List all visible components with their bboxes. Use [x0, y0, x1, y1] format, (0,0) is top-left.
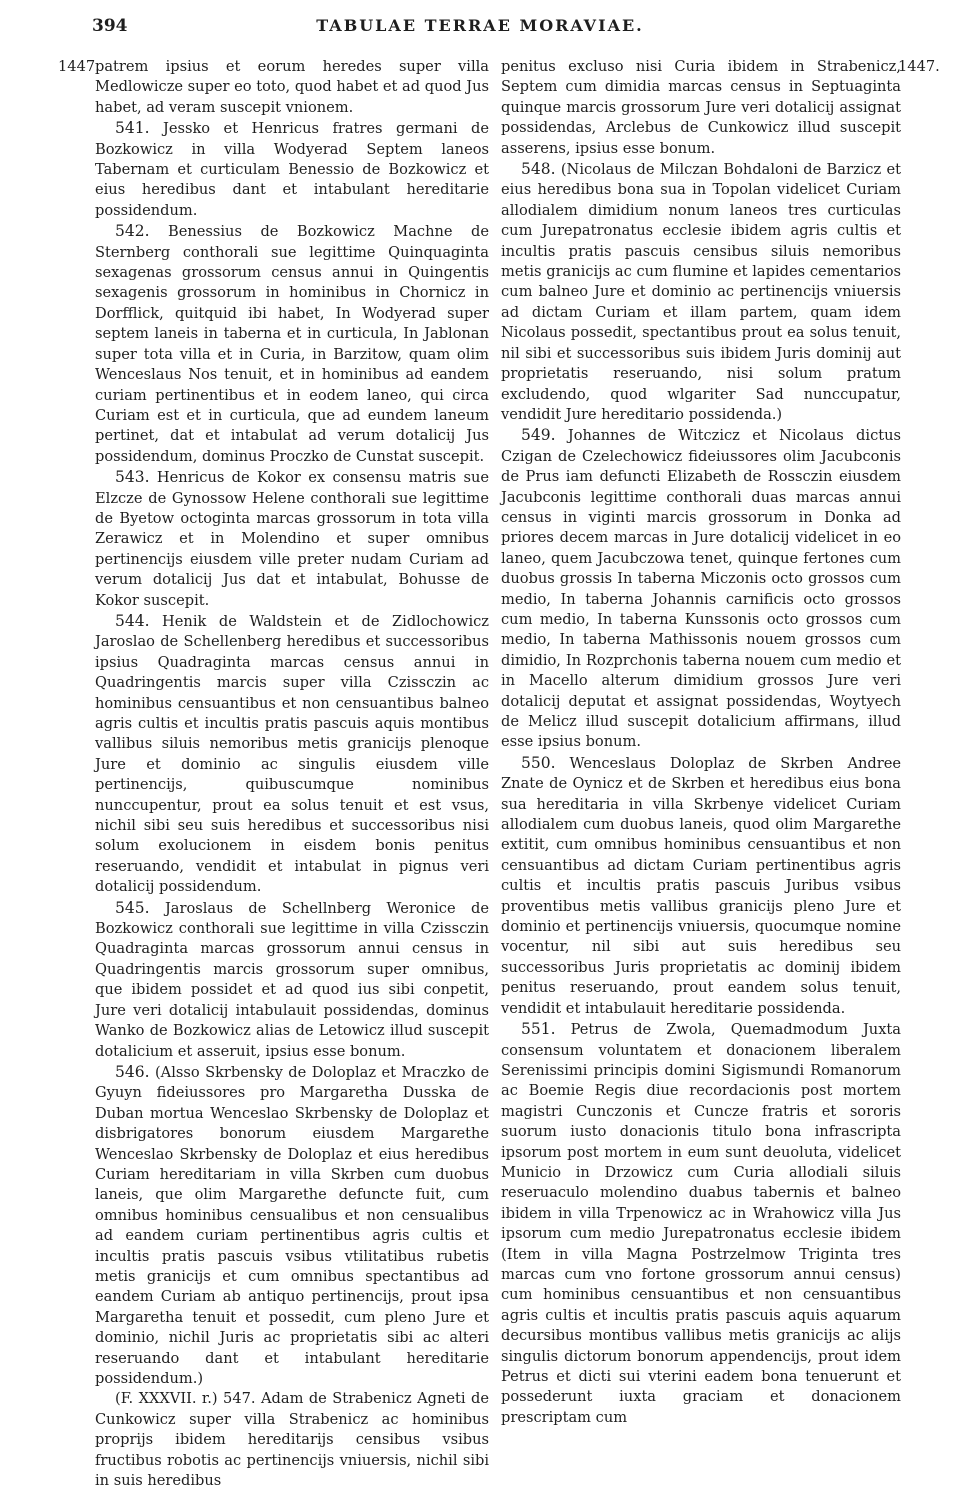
entry-paragraph [501, 753, 901, 1019]
entry-number: 542. [115, 222, 150, 241]
entry-text: (Nicolaus de Milczan Bohdaloni de Barzicz et eius heredibus bona sua in Topolan videlicet Curiam allodialem dimidium nonum laneos tres curticulas cum Jurepatronatus ecclesie ibidem agris cultis et incultis pratis pascuis censibus siluis nemoribus metis granicijs ac cum flumine et lapides cementarios cum balneo Jure et dominio ac pertinencijs vniuersis ad dictam Curiam et illam partem, quam idem Nicolaus possedit, spectantibus prout ea solus tenuit, nil sibi et successoribus suis ibidem Juris dominij aut proprietatis reseruando, nisi solum pratum excludendo, quod wlgariter Sad nunccupatur, vendidit Jure hereditario possidenda.) [501, 161, 901, 423]
entry-paragraph [95, 1062, 489, 1390]
entry-text: penitus excluso nisi Curia ibidem in Strabenicz, Septem cum dimidia marcas census in Septuaginta quinque marcis grossorum Jure veri dotalicij assignat possidendas, Arclebus de Cunkowicz illud suscepit asserens, ipsius esse bonum. [501, 58, 901, 157]
entry-text: (Alsso Skrbensky de Doloplaz et Mraczko de Gyuyn fideiussores pro Margaretha Dusska de Duban mortua Wenceslao Skrbensky de Doloplaz et disbrigatores bonorum eiusdem Margarethe Wenceslao Skrbensky de Doloplaz et eius heredibus Curiam hereditariam in villa Skrben cum duobus laneis, que olim Margarethe defuncte fuit, cum omnibus hominibus censualibus et non censualibus ad eandem curiam pertinentibus agris cultis et incultis pratis pascuis vsibus vtilitatibus rubetis metis granicijs et cum omnibus spectantibus ad eandem Curiam ab antiquo pertinencijs, prout ipsa Margaretha tenuit et possedit, cum pleno Jure et dominio, nichil Juris ac proprietatis sibi ac alteri reseruando dant et intabulant hereditarie possidendum.) [95, 1063, 489, 1387]
entry-text: Henricus de Kokor ex consensu matris sue Elzcze de Gynossow Helene conthorali sue legittime de Byetow octoginta marcas grossorum in tota villa Zerawicz et in Molendino et super omnibus pertinencijs eiusdem ville preter nudam Curiam ad verum dotalicij Jus dat et intabulat, Bohusse de Kokor suscepit. [95, 469, 489, 609]
entry-number: 551. [521, 1020, 556, 1039]
entry-number: 544. [115, 611, 150, 630]
entry-number: 549. [521, 426, 556, 445]
entry-paragraph [95, 611, 489, 898]
entry-paragraph [95, 1389, 489, 1491]
entry-paragraph [501, 425, 901, 753]
entry-number: 546. [115, 1062, 150, 1081]
entry-number: 548. [521, 160, 556, 179]
running-head: TABULAE TERRAE MORAVIAE. [316, 16, 644, 35]
entry-text: Jaroslaus de Schellnberg Weronice de Bozkowicz conthorali sue legittime in villa Czissczin Quadraginta marcas grossorum annui census in Quadringentis marcis grossorum super omnibus, que ibidem possidet et ad quod ius sibi conpetit, Jure veri dotalicij intabulauit possidendas, dominus Wanko de Bozkowicz alias de Letowicz illud suscepit dotalicium et asseruit, ipsius esse bonum. [95, 899, 489, 1060]
margin-year-left: 1447. [58, 58, 100, 75]
right-column [501, 57, 901, 1428]
entry-paragraph [501, 57, 901, 159]
page-header [0, 16, 960, 48]
entry-number: 543. [115, 468, 150, 487]
entry-paragraph [95, 57, 489, 118]
entry-number: 550. [521, 753, 556, 772]
entry-paragraph [501, 159, 901, 425]
entry-text: (F. XXXVII. r.) 547. Adam de Strabenicz Agneti de Cunkowicz super villa Strabenicz ac hominibus proprijs ibidem hereditarijs censibus vsibus fructibus robotis ac pertinencijs vniuersis, nichil sibi in suis heredibus [95, 1390, 489, 1490]
entry-text: Johannes de Witczicz et Nicolaus dictus Czigan de Czelechowicz fideiussores olim Jacubconis de Prus iam defuncti Elizabeth de Rossczin eiusdem Jacubconis legittime conthorali duas marcas annui census in viginti marcis grossorum in Donka ad priores decem marcas in Jure dotalicij videlicet in eo laneo, quem Jacubczowa tenet, quinque fertones cum duobus grossis In taberna Miczonis octo grossos cum medio, In taberna Johannis carnificis octo grossos cum medio, In taberna Kunssonis octo grossos cum medio, In taberna Mathissonis nouem grossos cum dimidio, In Rozprchonis taberna nouem cum medio et in Macello alterum dimidium grossos Jure veri dotalicij deputat et assignat possidendas, Woytyech de Melicz illud suscepit dotalicium affirmans, illud esse ipsius bonum. [501, 427, 901, 751]
entry-paragraph [95, 467, 489, 611]
entry-text: Henik de Waldstein et de Zidlochowicz Jaroslao de Schellenberg heredibus et successoribus ipsius Quadraginta marcas census annui in Quadringentis marcis super villa Czissczin ac hominibus censuantibus et non censuantibus balneo agris cultis et incultis pratis pascuis aquis montibus vallibus siluis nemoribus metis granicijs plenoque Jure et dominio ac singulis eiusdem ville pertinencijs, quibuscumque nominibus nunccupentur, prout ea solus tenuit et est vsus, nichil sibi seu suis heredibus et successoribus nisi solum exolucionem in eisdem bonis penitus reseruando, vendidit et intabulat in pignus veri dotalicij possidendum. [95, 612, 489, 896]
left-column [95, 57, 489, 1491]
page-number: 394 [92, 16, 128, 36]
entry-number: 541. [115, 119, 150, 138]
entry-text: patrem ipsius et eorum heredes super villa Medlowicze super eo toto, quod habet et ad quod Jus habet, ad veram suscepit vnionem. [95, 58, 489, 116]
entry-text: Jessko et Henricus fratres germani de Bozkowicz in villa Wodyerad Septem laneos Tabernam et curticulam Benessio de Bozkowicz et eius heredibus dant et intabulant hereditarie possidendum. [95, 120, 489, 219]
entry-text: Wenceslaus Doloplaz de Skrben Andree Znate de Oynicz et de Skrben et heredibus eius bona sua hereditaria in villa Skrbenye videlicet Curiam allodialem cum duobus laneis, quod olim Margarethe extitit, cum omnibus hominibus censuantibus et non censuantibus ad dictam Curiam pertinentibus agris cultis et incultis pratis pascuis Juribus vsibus proventibus metis vallibus granicijs pleno Jure et dominio et pertinencijs vniuersis, quocumque nomine vocentur, nil sibi aut suis heredibus seu successoribus Juris proprietatis ac dominij ibidem penitus reseruando, prout eandem solus tenuit, vendidit et intabulauit hereditarie possidenda. [501, 754, 901, 1017]
entry-text: Petrus de Zwola, Quemadmodum Juxta consensum voluntatem et donacionem liberalem Serenissimi principis domini Sigismundi Romanorum ac Boemie Regis diue recordacionis post mortem magistri Cunczonis et Cuncze fratris et sororis suorum iusto donacionis titulo bona infrascripta ipsorum post mortem in eum sunt deuoluta, videlicet Municio in Drzowicz cum Curia allodiali siluis reseruaculo molendino duabus tabernis et balneo ibidem in villa Trpenowicz ac in Wrahowicz villa Jus ipsorum cum medio Jurepatronatus ecclesie ibidem (Item in villa Magna Postrzelmow Triginta tres marcas cum vno fortone grossorum annui census) cum hominibus censuantibus et non censuantibus agris cultis et incultis pratis pascuis aquis aquarum decursibus montibus vallibus metis granicijs ac alijs singulis dictorum bonorum appendencijs, prout idem Petrus et dicti sui vterini eadem bona tenuerunt et possederunt iuxta graciam et donacionem prescriptam cum [501, 1021, 901, 1426]
entry-paragraph [95, 221, 489, 467]
margin-year-right: 1447. [898, 58, 940, 75]
entry-paragraph [95, 118, 489, 221]
entry-text: Benessius de Bozkowicz Machne de Sternberg conthorali sue legittime Quinquaginta sexagenas grossorum census annui in Quingentis sexagenis grossorum in hominibus in Chornicz in Dorfflick, quitquid ibi habet, In Wodyerad super septem laneis in taberna et in curticula, In Jablonan super tota villa et in Curia, in Barzitow, quam olim Wenceslaus Nos tenuit, et in hominibus ad eandem curiam pertinentibus et in eodem laneo, qui circa Curiam est et in curticula, que ad eundem laneum pertinet, dat et intabulat ad verum dotalicij Jus possidendum, dominus Proczko de Cunstat suscepit. [95, 223, 489, 465]
entry-number: 545. [115, 898, 150, 917]
entry-paragraph [95, 898, 489, 1062]
entry-paragraph [501, 1019, 901, 1428]
